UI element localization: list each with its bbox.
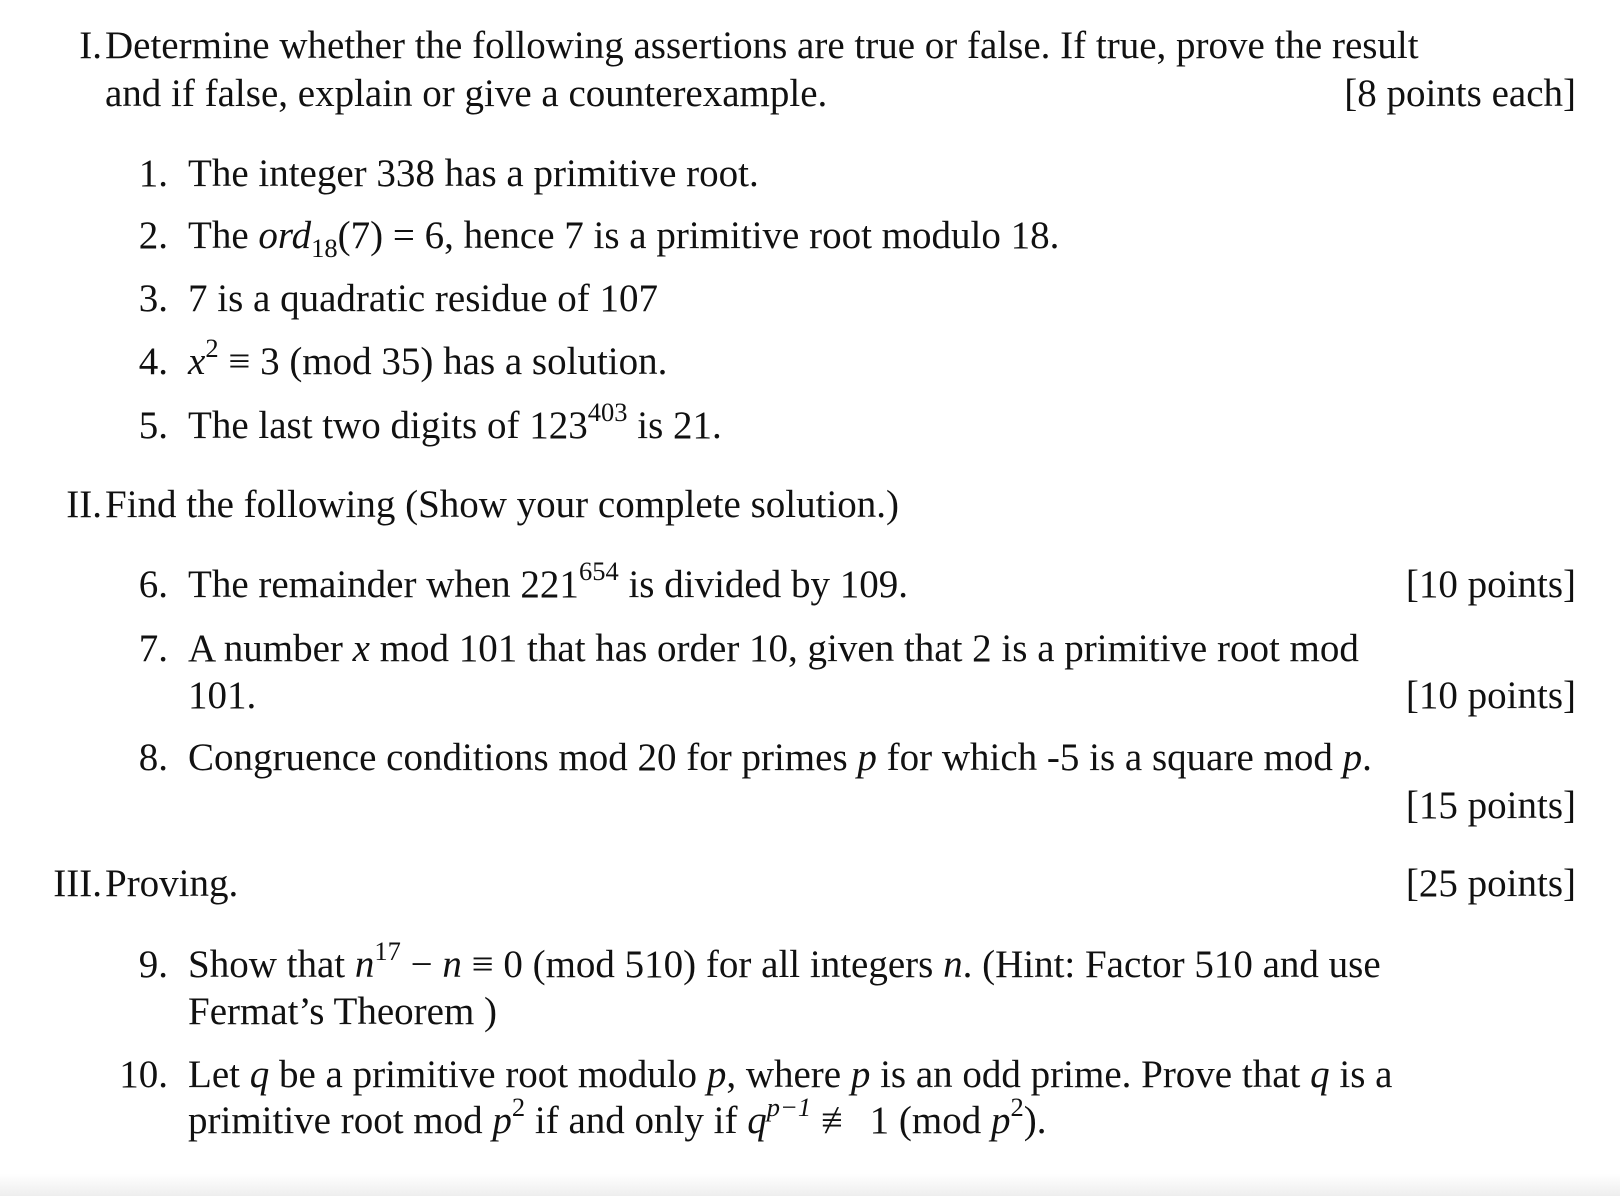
item-3-number: 3.: [138, 277, 168, 320]
section-3-points: [25 points]: [1405, 862, 1576, 905]
item-8-text: Congruence conditions mod 20 for primes p for which -5 is a square mod p.: [188, 736, 1372, 779]
item-2-number: 2.: [138, 214, 168, 257]
item-1-number: 1.: [138, 152, 168, 195]
item-2-text: The ord$_{18}$(7) = 6, hence 7 is a primitive root modulo 18.: [188, 214, 1060, 263]
item-6-points: [10 points]: [1405, 563, 1576, 606]
section-3-label: III.: [53, 862, 102, 905]
item-10-number: 10.: [119, 1053, 168, 1096]
item-7-number: 7.: [138, 627, 168, 670]
item-5-number: 5.: [138, 404, 168, 447]
item-1-text: The integer 338 has a primitive root.: [188, 152, 759, 195]
section-2-title: Find the following (Show your complete solution.): [105, 483, 900, 526]
item-9-text-line-2: Fermat’s Theorem ): [188, 990, 498, 1033]
item-8-points: [15 points]: [1405, 784, 1576, 827]
item-4-text: $x^2 \equiv 3$ (mod 35) has a solution.: [188, 332, 668, 383]
item-3-text: 7 is a quadratic residue of 107: [188, 277, 659, 320]
bottom-edge-shadow: [0, 1174, 1620, 1196]
item-7-points: [10 points]: [1405, 674, 1576, 717]
section-2-label: II.: [66, 483, 102, 526]
item-5-text: The last two digits of $123^{403}$ is 21.: [188, 396, 722, 447]
item-8-number: 8.: [138, 736, 168, 779]
section-1-label: I.: [79, 24, 102, 67]
item-10-text: Let q be a primitive root modulo p, where p is an odd prime. Prove that q is a: [188, 1053, 1393, 1096]
section-1-instructions-line-2: and if false, explain or give a counterexample.: [105, 72, 828, 115]
item-4-number: 4.: [138, 340, 168, 383]
item-7-text: A number x mod 101 that has order 10, given that 2 is a primitive root mod: [188, 627, 1359, 670]
section-1-points: [8 points each]: [1344, 72, 1576, 115]
item-10-text-line-2: primitive root mod $p^2$ if and only if $q^{p-1}$ ≢ 1 (mod $p^2$).: [188, 1091, 1047, 1142]
section-1-instructions-line-1: Determine whether the following assertions are true or false. If true, prove the result: [105, 24, 1419, 67]
item-7-text-line-2: 101.: [188, 674, 257, 717]
item-9-number: 9.: [138, 943, 168, 986]
section-3-title: Proving.: [105, 862, 239, 905]
item-6-number: 6.: [138, 563, 168, 606]
item-9-text: Show that $n^{17} - n \equiv 0$ (mod 510) for all integers n. (Hint: Factor 510 and use: [188, 935, 1381, 986]
item-6-text: The remainder when $221^{654}$ is divided by 109.: [188, 555, 908, 606]
